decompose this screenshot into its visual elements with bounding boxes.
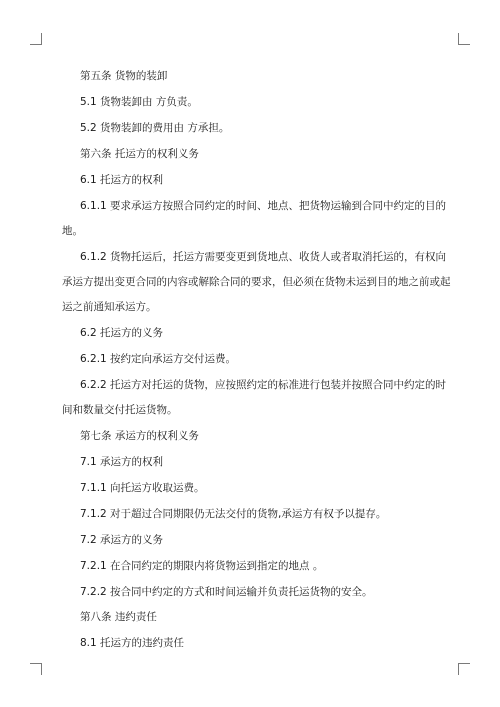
clause-6-2-2-cont: 间和数量交付托运货物。 <box>62 404 178 416</box>
clause-6-2-2: 6.2.2 托运方对托运的货物，应按照约定的标准进行包装并按照合同中约定的时 <box>80 379 447 391</box>
clause-6-1: 6.1 托运方的权利 <box>80 174 164 186</box>
crop-mark-top-right <box>458 33 470 45</box>
clause-7-1-2: 7.1.2 对于超过合同期限仍无法交付的货物,承运方有权予以提存。 <box>80 508 387 520</box>
clause-7-2: 7.2 承运方的义务 <box>80 534 164 546</box>
clause-5-2: 5.2 货物装卸的费用由 方承担。 <box>80 122 230 134</box>
clause-5-1: 5.1 货物装卸由 方负责。 <box>80 96 198 108</box>
clause-7-2-2: 7.2.2 按合同中约定的方式和时间运输并负责托运货物的安全。 <box>80 586 373 598</box>
clause-6-2-1: 6.2.1 按约定向承运方交付运费。 <box>80 353 237 365</box>
clause-6-2: 6.2 托运方的义务 <box>80 327 164 339</box>
clause-6-1-1: 6.1.1 要求承运方按照合同约定的时间、地点、把货物运输到合同中约定的目的 <box>80 200 447 212</box>
clause-7-1-1: 7.1.1 向托运方收取运费。 <box>80 482 205 494</box>
clause-7-1: 7.1 承运方的权利 <box>80 456 164 468</box>
clause-6-1-2-cont-1: 承运方提出变更合同的内容或解除合同的要求，但必须在货物未运到目的地之前或起 <box>62 276 451 288</box>
article-7-heading: 第七条 承运方的权利义务 <box>80 430 199 442</box>
article-5-heading: 第五条 货物的装卸 <box>80 70 168 82</box>
clause-6-1-1-cont: 地。 <box>62 225 83 237</box>
clause-7-2-1: 7.2.1 在合同约定的期限内将货物运到指定的地点 。 <box>80 560 324 572</box>
article-8-heading: 第八条 违约责任 <box>80 611 157 623</box>
crop-mark-bottom-right <box>458 663 470 675</box>
crop-mark-bottom-left <box>30 663 42 675</box>
crop-mark-top-left <box>30 33 42 45</box>
clause-6-1-2: 6.1.2 货物托运后，托运方需要变更到货地点、收货人或者取消托运的，有权向 <box>80 251 447 263</box>
article-6-heading: 第六条 托运方的权利义务 <box>80 148 199 160</box>
clause-6-1-2-cont-2: 运之前通知承运方。 <box>62 301 157 313</box>
clause-8-1: 8.1 托运方的违约责任 <box>80 637 185 649</box>
